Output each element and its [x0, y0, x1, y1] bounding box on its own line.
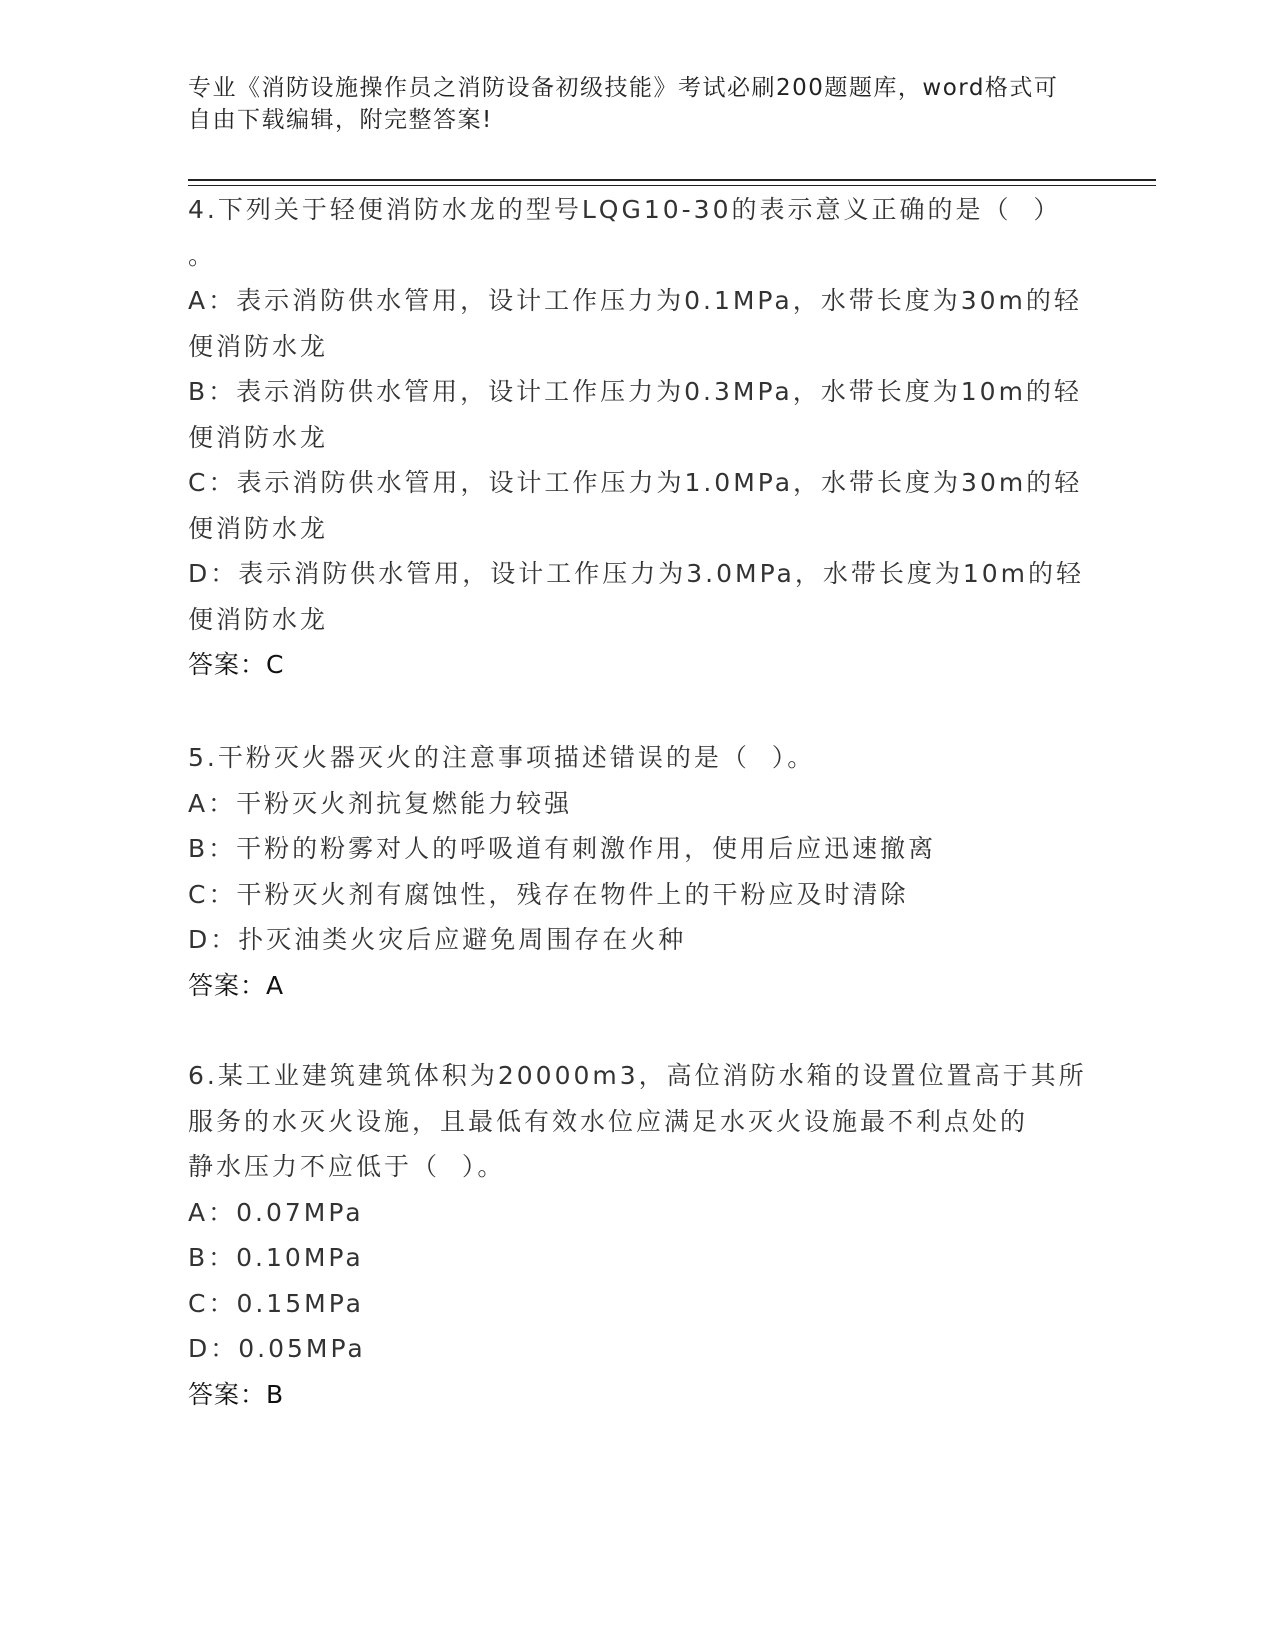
option-b: B：干粉的粉雾对人的呼吸道有刺激作用，使用后应迅速撤离	[188, 834, 937, 863]
question-6	[188, 1053, 1088, 1417]
option-a: A：0.07MPa	[188, 1197, 364, 1227]
option-d: D：0.05MPa	[188, 1334, 366, 1363]
question-stem-continued: 静水压力不应低于（ ）。	[188, 1152, 506, 1181]
question-stem: 5.干粉灭火器灭火的注意事项描述错误的是（ ）。	[188, 743, 816, 772]
answer-text: 答案：A	[188, 970, 285, 1000]
question-4	[188, 187, 1088, 688]
document-header	[188, 72, 1088, 136]
option-c-continued: 便消防水龙	[188, 513, 329, 543]
option-b-continued: 便消防水龙	[188, 422, 329, 452]
option-d: D：表示消防供水管用，设计工作压力为3.0MPa，水带长度为10m的轻	[188, 559, 1085, 588]
question-stem: 6.某工业建筑建筑体积为20000m3，高位消防水箱的设置位置高于其所	[188, 1061, 1087, 1090]
option-a-continued: 便消防水龙	[188, 331, 329, 361]
header-divider-thick	[188, 179, 1156, 181]
question-stem: 4.下列关于轻便消防水龙的型号LQG10-30的表示意义正确的是（ ）	[188, 195, 1062, 224]
question-5	[188, 735, 1088, 1008]
answer-text: 答案：B	[188, 1379, 285, 1409]
header-divider-thin	[188, 185, 1156, 186]
option-b: B：表示消防供水管用，设计工作压力为0.3MPa，水带长度为10m的轻	[188, 377, 1082, 406]
header-line-2: 自由下载编辑，附完整答案!	[188, 107, 493, 133]
option-d: D：扑灭油类火灾后应避免周围存在火种	[188, 925, 687, 954]
option-c: C：0.15MPa	[188, 1288, 364, 1318]
question-stem-continued: 。	[188, 240, 217, 270]
option-d-continued: 便消防水龙	[188, 604, 329, 634]
option-a: A：干粉灭火剂抗复燃能力较强	[188, 788, 573, 818]
option-a: A：表示消防供水管用，设计工作压力为0.1MPa，水带长度为30m的轻	[188, 286, 1082, 315]
option-c: C：干粉灭火剂有腐蚀性，残存在物件上的干粉应及时清除	[188, 879, 909, 909]
question-stem-continued: 服务的水灭火设施，且最低有效水位应满足水灭火设施最不利点处的	[188, 1106, 1029, 1136]
header-line-1: 专业《消防设施操作员之消防设备初级技能》考试必刷200题题库，word格式可	[188, 75, 1059, 101]
answer-text: 答案：C	[188, 650, 285, 679]
option-b: B：0.10MPa	[188, 1243, 364, 1272]
option-c: C：表示消防供水管用，设计工作压力为1.0MPa，水带长度为30m的轻	[188, 468, 1083, 497]
